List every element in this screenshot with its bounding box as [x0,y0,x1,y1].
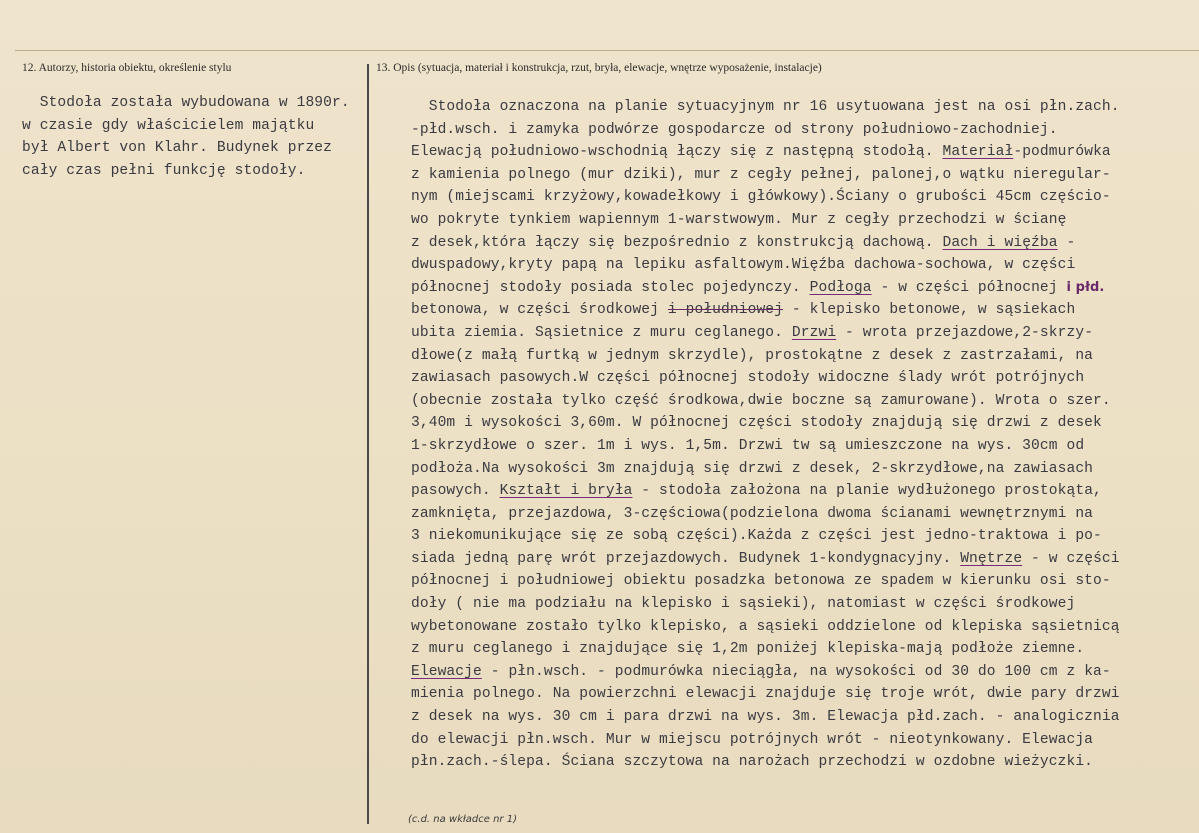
description-line [411,548,1120,571]
text-segment: mienia polnego. Na powierzchni elewacji znajduje się troje wrót, dwie pary drzwi [411,686,1120,703]
text-segment: północnej i południowej obiektu posadzka betonowa ze spadem w kierunku osi sto- [411,573,1111,590]
description-line [411,322,1120,345]
text-segment: - stodoła założona na planie wydłużonego prostokąta, [632,483,1102,500]
underlined-heading: Dach i więźba [942,234,1058,251]
description-line [411,119,1120,142]
text-segment: płn.zach.-ślepa. Ściana szczytowa na narożach przechodzi w ozdobne wieżyczki. [411,754,1094,771]
description-line [411,254,1120,277]
description-line [411,232,1120,255]
text-segment: z desek,która łączy się bezpośrednio z konstrukcją dachową. [411,234,943,251]
text-segment: - w części [1022,550,1120,567]
description-line [411,683,1120,706]
text-segment: -podmurówka [1013,144,1111,161]
history-line: w czasie gdy właścicielem majątku [22,117,315,134]
top-divider [15,50,1199,51]
struck-text: i południowej [667,302,784,319]
text-segment: - [1057,234,1076,251]
description-line [411,390,1120,413]
text-segment: Elewacją południowo-wschodnią łączy się z następną stodołą. [411,144,943,161]
text-segment: z kamienia polnego (mur dziki), mur z cegły pełnej, palonej,o wątku nieregular- [411,166,1111,183]
text-segment: północnej stodoły posiada stolec pojedynczy. [411,279,810,296]
column-divider [367,64,369,824]
description-line [411,141,1120,164]
text-segment: wybetonowane zostało tylko klepisko, a sąsieki oddzielone od klepiska sąsietnicą [411,618,1120,635]
text-segment: ubita ziemia. Sąsietnice z muru ceglanego. [411,324,792,341]
underlined-heading: Materiał [942,144,1014,161]
description-line [411,570,1120,593]
description-line [411,186,1120,209]
underlined-heading: Kształt i bryła [499,483,633,500]
description-line [411,458,1120,481]
text-segment: z desek na wys. 30 cm i para drzwi na wys. 3m. Elewacja płd.zach. - analogicznia [411,709,1120,726]
description-line [411,729,1120,752]
text-segment: podłoża.Na wysokości 3m znajdują się drzwi z desek, 2-skrzydłowe,na zawiasach [411,460,1094,477]
description-line [411,96,1120,119]
continuation-note: (c.d. na wkładce nr 1) [408,814,517,825]
history-line: Stodoła została wybudowana w 1890r. [22,95,350,111]
text-segment: zawiasach pasowych.W części północnej stodoły widoczne ślady wrót potrójnych [411,370,1085,387]
description-line [411,638,1120,661]
text-segment: 1-skrzydłowe o szer. 1m i wys. 1,5m. Drzwi tw są umieszczone na wys. 30cm od [411,437,1085,454]
text-segment: z muru ceglanego i znajdujące się 1,2m poniżej klepiska-mają podłoże ziemne. [411,641,1085,658]
underlined-heading: Drzwi [791,324,837,341]
description-line [411,525,1120,548]
underlined-heading: Podłoga [809,279,872,296]
description-line [411,209,1120,232]
description-line [411,480,1120,503]
text-segment: - klepisko betonowe, w sąsiekach [783,302,1076,319]
text-segment: dwuspadowy,kryty papą na lepiku asfaltowym.Więźba dachowa-sochowa, w części [411,257,1076,274]
text-segment: do elewacji płn.wsch. Mur w miejscu potrójnych wrót - nieotynkowany. Elewacja [411,731,1094,748]
text-segment: 3,40m i wysokości 3,60m. W północnej części stodoły znajdują się drzwi z desek [411,415,1102,432]
description-line [411,751,1120,774]
text-segment: wo pokryte tynkiem wapiennym 1-warstwowym. Mur z cegły przechodzi w ścianę [411,211,1067,228]
description-line [411,345,1120,368]
text-segment: betonowa, w części środkowej [411,302,668,319]
description-line [411,412,1120,435]
description-line [411,367,1120,390]
text-segment: Stodoła oznaczona na planie sytuacyjnym nr 16 usytuowana jest na osi płn.zach. [411,99,1120,115]
history-line: był Albert von Klahr. Budynek przez [22,140,333,157]
text-segment: siada jedną parę wrót przejazdowych. Budynek 1-kondygnacyjny. [411,550,961,567]
description-text [411,96,1120,774]
description-line [411,616,1120,639]
text-segment: doły ( nie ma podziału na klepisko i sąsieki), natomiast w części środkowej [411,596,1076,613]
description-line [411,706,1120,729]
text-segment: dłowe(z małą furtką w jednym skrzydle), prostokątne z desek z zastrzałami, na [411,347,1094,364]
section-13-header: 13. Opis (sytuacja, materiał i konstrukcja, rzut, bryła, elewacje, wnętrze wyposażenie, instalacje) [376,62,822,74]
text-segment: - w części północnej [871,279,1067,296]
description-line [411,299,1120,322]
handwritten-correction: i płd. [1066,279,1105,295]
description-line [411,164,1120,187]
text-segment: zamknięta, przejazdowa, 3-częściowa(podzielona dwoma ścianami wewnętrznymi na [411,505,1094,522]
text-segment: - wrota przejazdowe,2-skrzy- [836,324,1094,341]
text-segment: -płd.wsch. i zamyka podwórze gospodarcze od strony południowo-zachodniej. [411,121,1058,138]
text-segment: (obecnie została tylko część środkowa,dwie boczne są zamurowane). Wrota o szer. [411,392,1111,409]
underlined-heading: Elewacje [411,663,482,680]
text-segment: nym (miejscami krzyżowy,kowadełkowy i główkowy).Ściany o grubości 45cm częścio- [411,189,1111,206]
description-line [411,435,1120,458]
history-text [22,92,350,182]
description-line [411,277,1120,300]
description-line [411,593,1120,616]
description-line [411,503,1120,526]
text-segment: 3 niekomunikujące się ze sobą części).Każda z części jest jedno-traktowa i po- [411,528,1102,545]
underlined-heading: Wnętrze [960,550,1023,567]
section-12-header: 12. Autorzy, historia obiektu, określenie stylu [22,62,232,74]
description-line [411,661,1120,684]
text-segment: - płn.wsch. - podmurówka nieciągła, na wysokości od 30 do 100 cm z ka- [481,663,1111,680]
history-line: cały czas pełni funkcję stodoły. [22,162,306,179]
text-segment: pasowych. [411,483,500,500]
